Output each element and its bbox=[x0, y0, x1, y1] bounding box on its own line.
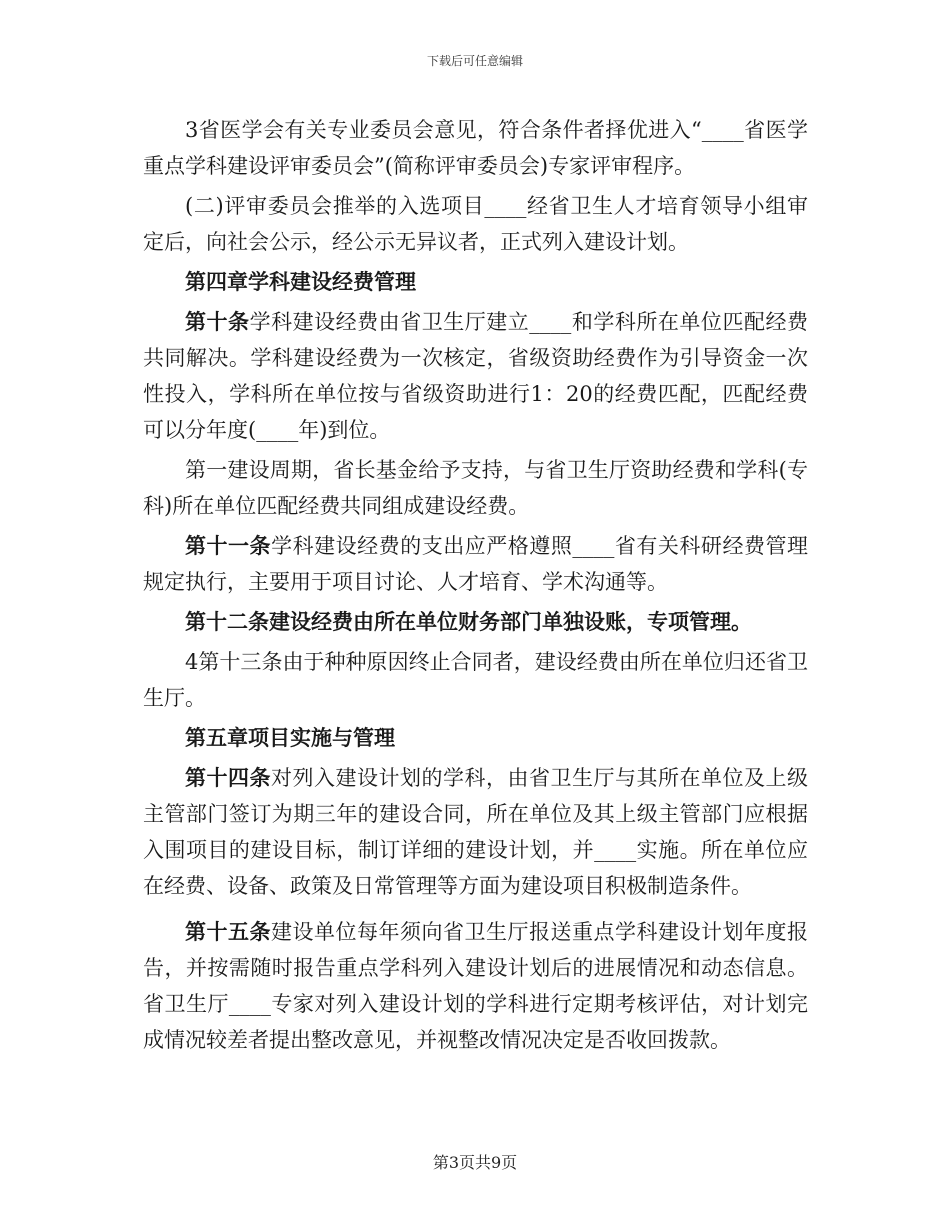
article-11 bbox=[143, 528, 808, 600]
paragraph-text: 学科建设经费由省卫生厅建立____和学科所在单位匹配经费共同解决。学科建设经费为一次核定，省级资助经费作为引导资金一次性投入，学科所在单位按与省级资助进行1：20的经费匹配，匹配经费可以分年度(____年)到位。 bbox=[143, 310, 809, 442]
page-number: 第3页共9页 bbox=[432, 1153, 518, 1172]
paragraph-text: (二)评审委员会推举的入选项目____经省卫生人才培育领导小组审定后，向社会公示，经公示无异议者，正式列入建设计划。 bbox=[143, 194, 808, 254]
article-lead: 第十四条 bbox=[185, 765, 271, 790]
paragraph-text: 对列入建设计划的学科，由省卫生厅与其所在单位及上级主管部门签订为期三年的建设合同，所在单位及其上级主管部门应根据入围项目的建设目标，制订详细的建设计划，并____实施。所在单位应在经费、设备、政策及日常管理等方面为建设项目积极制造条件。 bbox=[143, 766, 808, 898]
article-lead: 第十条 bbox=[185, 309, 250, 334]
chapter-5-heading: 第五章项目实施与管理 bbox=[185, 725, 395, 750]
chapter-4-heading: 第四章学科建设经费管理 bbox=[185, 269, 416, 294]
article-lead: 第十一条 bbox=[185, 533, 272, 558]
article-12: 第十二条建设经费由所在单位财务部门单独设账，专项管理。 bbox=[185, 609, 752, 634]
paragraph-1 bbox=[143, 112, 808, 184]
paragraph-text: 学科建设经费的支出应严格遵照____省有关科研经费管理规定执行，主要用于项目讨论、人才培育、学术沟通等。 bbox=[143, 534, 809, 594]
article-10 bbox=[143, 304, 808, 448]
article-15 bbox=[143, 914, 808, 1058]
paragraph-2 bbox=[143, 188, 808, 260]
article-13 bbox=[143, 644, 808, 716]
article-lead: 第十五条 bbox=[185, 919, 271, 944]
article-14 bbox=[143, 760, 808, 904]
paragraph-text: 建设单位每年须向省卫生厅报送重点学科建设计划年度报告，并按需随时报告重点学科列入建设计划后的进展情况和动态信息。省卫生厅____专家对列入建设计划的学科进行定期考核评估，对计划完成情况较差者提出整改意见，并视整改情况决定是否收回拨款。 bbox=[143, 920, 808, 1052]
paragraph-text: 3省医学会有关专业委员会意见，符合条件者择优进入“____省医学重点学科建设评审委员会”(简称评审委员会)专家评审程序。 bbox=[143, 118, 808, 178]
document-body bbox=[143, 112, 808, 1062]
paragraph-text: 第一建设周期，省长基金给予支持，与省卫生厅资助经费和学科(专科)所在单位匹配经费共同组成建设经费。 bbox=[143, 458, 808, 518]
page-header: 下载后可任意编辑 bbox=[426, 54, 523, 68]
paragraph-first-period bbox=[143, 452, 808, 524]
paragraph-text: 4第十三条由于种种原因终止合同者，建设经费由所在单位归还省卫生厅。 bbox=[143, 650, 808, 710]
